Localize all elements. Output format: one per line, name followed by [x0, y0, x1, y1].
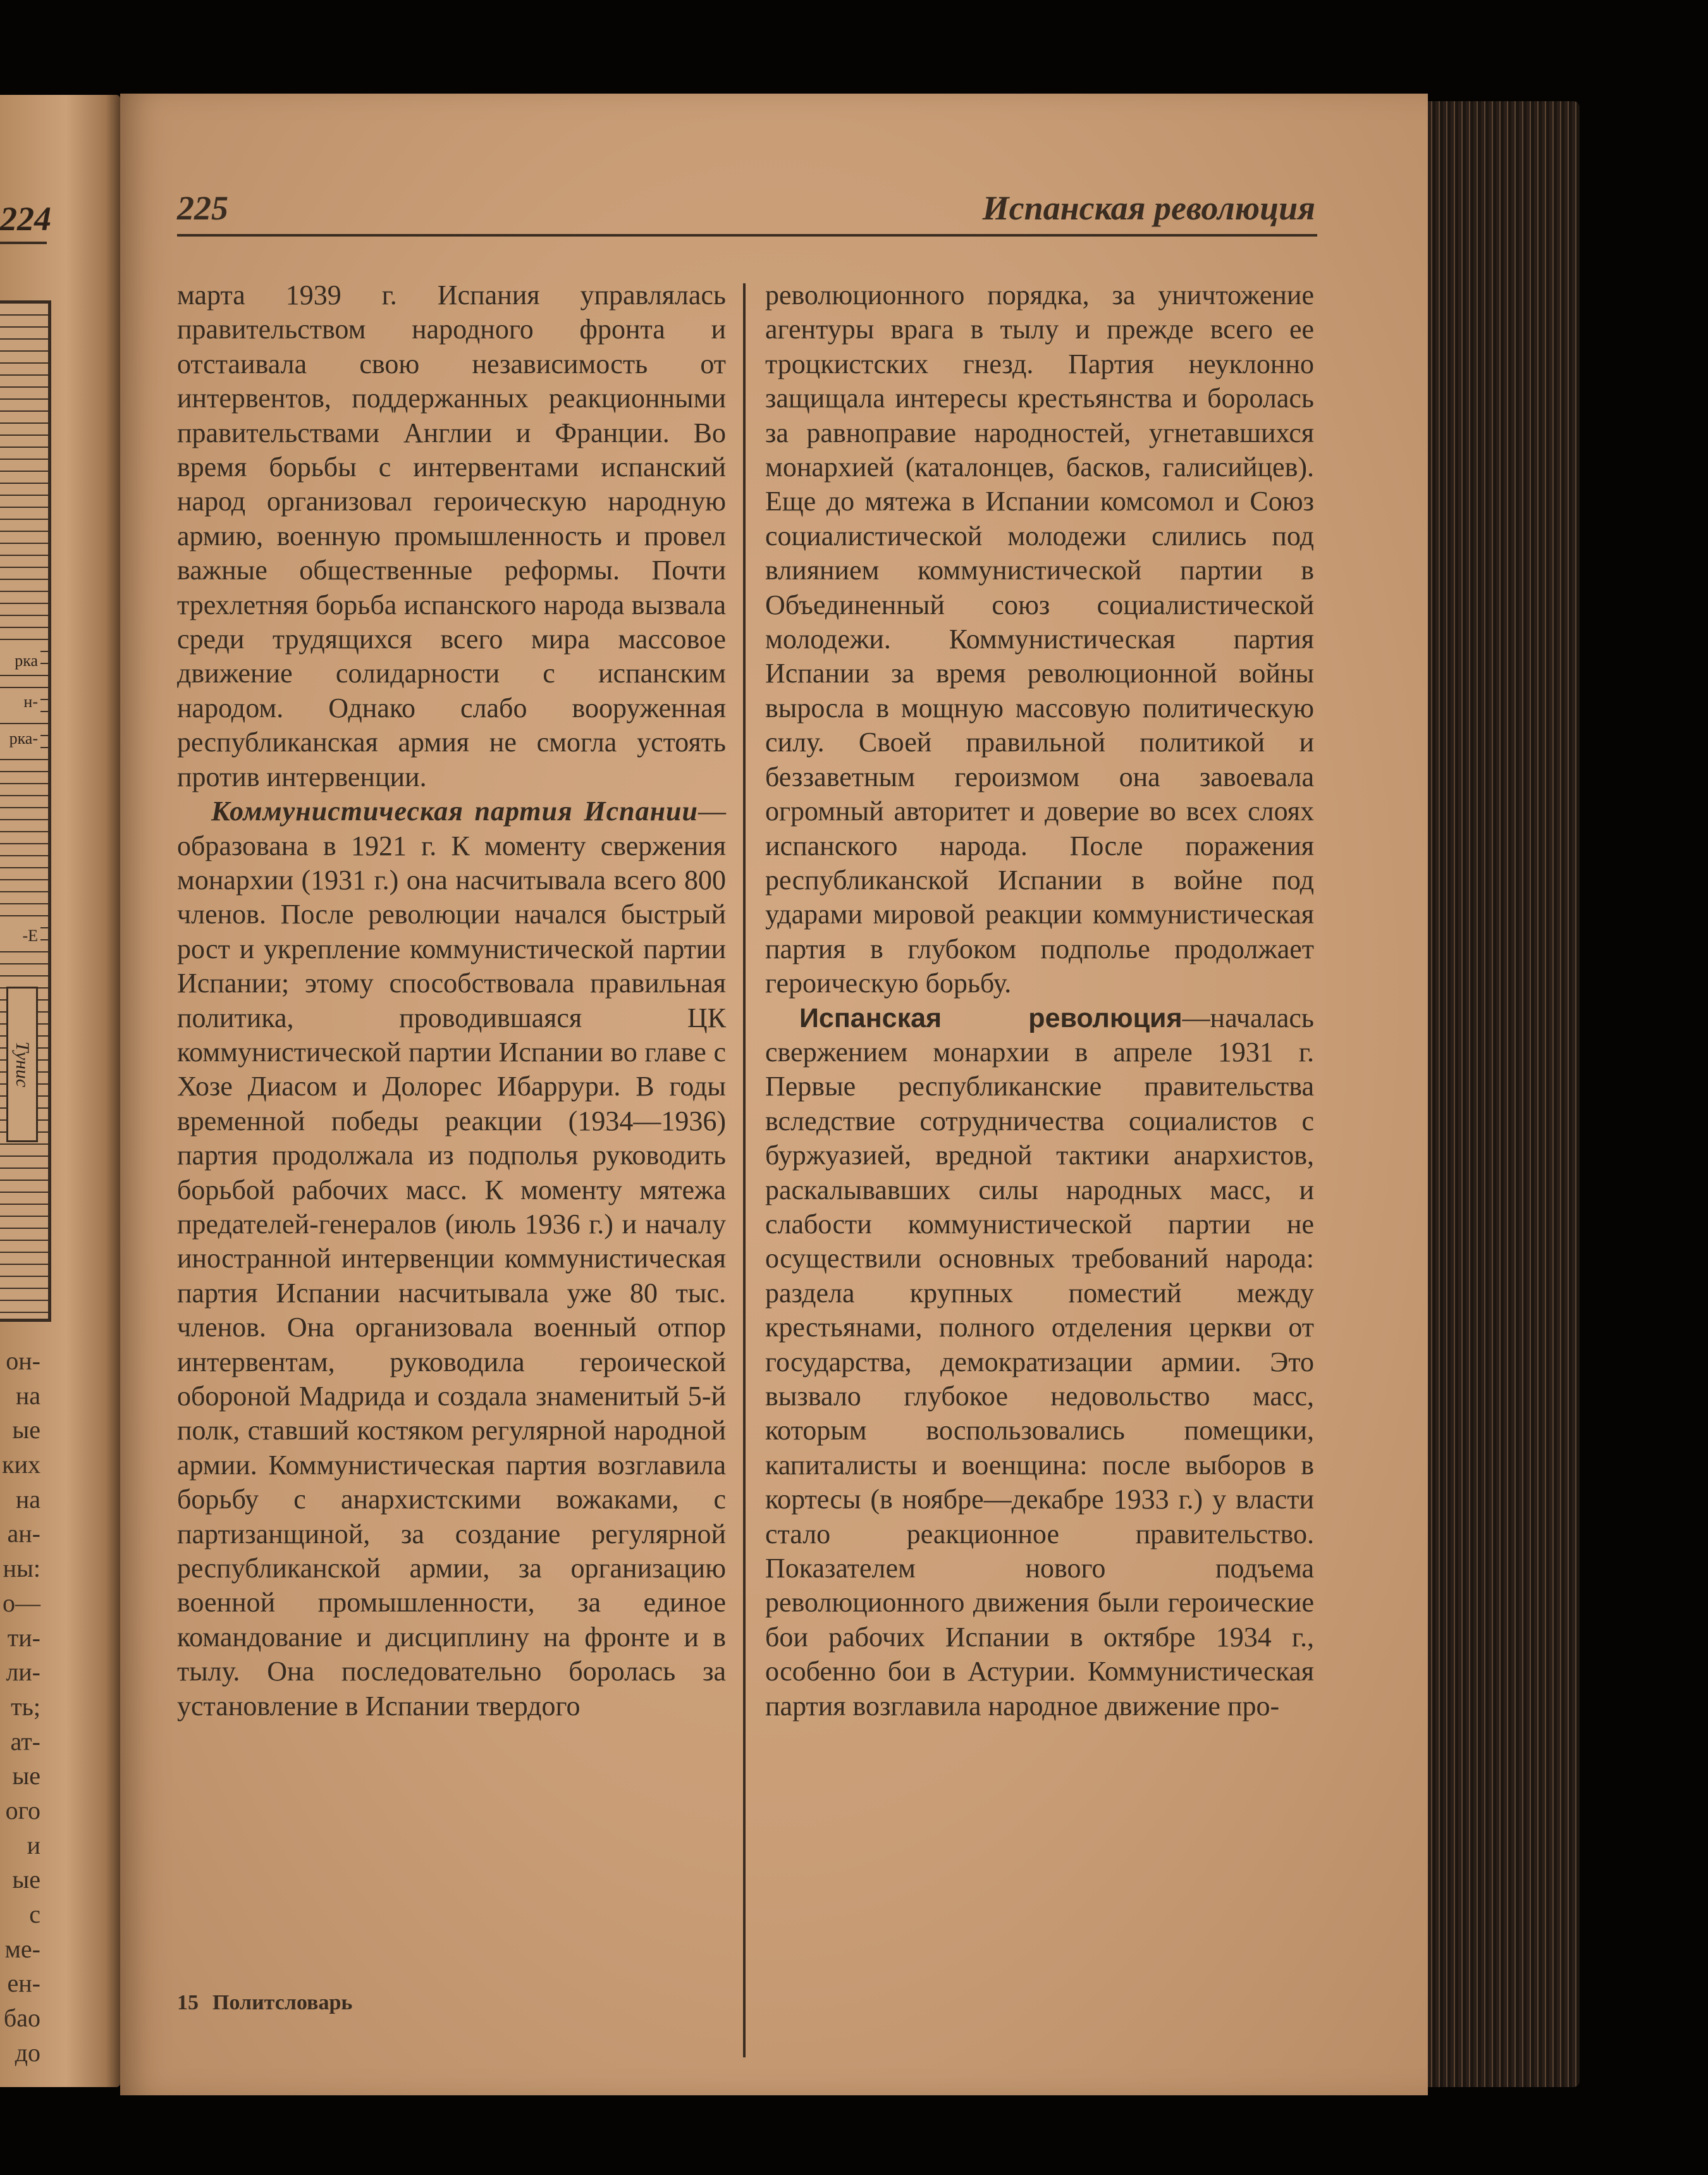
line-fragment: ны: [3, 1554, 40, 1583]
signature-title: Политсловарь [212, 1991, 353, 2014]
previous-page-number: 224 [0, 200, 51, 238]
line-fragment: он- [6, 1346, 40, 1375]
line-fragment: ть; [11, 1692, 40, 1721]
page-number: 225 [177, 189, 228, 227]
entry-heading: Испанская революция [799, 1002, 1183, 1033]
line-fragment: на [15, 1381, 40, 1410]
map-tag: рка [0, 648, 40, 674]
line-fragment: ме- [4, 1934, 40, 1963]
line-fragment: ен- [7, 1969, 40, 1998]
line-fragment: ого [5, 1796, 40, 1825]
line-fragment: ые [12, 1761, 40, 1790]
entry-text: —началась свержением монархии в апреле 1931 г. Первые республиканские правительства вследствие сотрудничества социалистов с буржуазией, вредной тактики анархистов, раскалывавших силы народных масс, и слабости коммунистической партии не осуществили основных требований народа: раздела крупных поместий между крестьянами, полного отделения церкви от государства, демократизации армии. Это вызвало глубокое недовольство масс, которым воспользовались помещики, капиталисты и военщина: после выборов в кортесы (в ноябре—декабре 1933 г.) у власти стало реакционное правительство. Показателем нового подъема революционного движения были героические бои рабочих Испании в октябре 1934 г., особенно бои в Астурии. Коммунистическая партия возглавила народное движение про- [765, 1002, 1314, 1722]
paragraph [765, 1001, 1314, 1724]
line-fragment: ких [2, 1450, 40, 1479]
header-rule [177, 234, 1317, 237]
previous-page-text-fragments [0, 1344, 40, 2070]
map-vertical-label [6, 987, 38, 1142]
previous-page-header-rule [0, 242, 47, 244]
line-fragment: и [27, 1830, 40, 1859]
previous-page [0, 95, 120, 2087]
line-fragment: ан- [7, 1519, 40, 1548]
previous-page-map [0, 300, 51, 1322]
signature-number: 15 [177, 1991, 199, 2014]
right-column [765, 278, 1314, 2068]
line-fragment: ые [12, 1415, 40, 1445]
map-tag: -Е [0, 923, 40, 949]
current-page [120, 94, 1428, 2095]
line-fragment: до [15, 2038, 40, 2067]
map-tag: рка- [0, 726, 40, 751]
line-fragment: ти- [7, 1623, 40, 1652]
line-fragment: ат- [10, 1727, 40, 1756]
line-fragment: ые [12, 1865, 40, 1894]
paragraph [177, 794, 726, 1723]
page-header [177, 188, 1315, 233]
left-column [177, 278, 726, 2068]
line-fragment: с [29, 1900, 40, 1928]
line-fragment: о— [3, 1588, 40, 1617]
line-fragment: ли- [6, 1658, 40, 1687]
map-vertical-label-text: Тунис [12, 1041, 33, 1088]
paragraph: революционного порядка, за уничтожение агентуры врага в тылу и прежде всего ее троцкистских гнезд. Партия неуклонно защищала интересы крестьянства и боролась за равноправие народностей, угнетавшихся монархией (каталонцев, басков, галисийцев). Еще до мятежа в Испании комсомол и Союз социалистической молодежи слились под влиянием коммунистической партии в Объединенный союз социалистической молодежи. Коммунистическая партия Испании за время революционной войны выросла в мощную массовую политическую силу. Своей правильной политикой и беззаветным героизмом она завоевала огромный авторитет и доверие во всех слоях испанского народа. После поражения республиканской Испании в войне под ударами мировой реакции коммунистическая партия в глубоком подполье продолжает героическую борьбу. [765, 280, 1314, 999]
paragraph: марта 1939 г. Испания управлялась правительством народного фронта и отстаивала свою независимость от интервентов, поддержанных реакционными правительствами Англии и Франции. Во время борьбы с интервентами испанский народ организовал героическую народную армию, военную промышленность и провел важные общественные реформы. Почти трехлетняя борьба испанского народа вызвала среди трудящихся всего мира массовое движение солидарности с испанским народом. Однако слабо вооруженная республиканская армия не смогла устоять против интервенции. [177, 280, 726, 792]
line-fragment: бао [3, 2004, 40, 2033]
page-footer [177, 1991, 352, 2015]
line-fragment: на [15, 1484, 40, 1513]
map-tag: н- [0, 689, 40, 715]
column-divider [743, 283, 746, 2057]
entry-text: —образована в 1921 г. К моменту свержения монархии (1931 г.) она насчитывала всего 800 членов. После революции начался быстрый рост и укрепление коммунистической партии Испании; этому способствовала правильная политика, проводившаяся ЦК коммунистической партии Испании во главе с Хозе Диасом и Долорес Ибаррури. В годы временной победы реакции (1934—1936) партия продолжала из подполья руководить борьбой рабочих масс. К моменту мятежа предателей-генералов (июль 1936 г.) и началу иностранной интервенции коммунистическая партия Испании насчитывала уже 80 тыс. членов. Она организовала военный отпор интервентам, руководила героической обороной Мадрида и создала знаменитый 5-й полк, ставший костяком регулярной народной армии. Коммунистическая партия возглавила борьбу с анархистскими вожаками, с партизанщиной, за создание регулярной республиканской армии, за организацию военной промышленности, за единое командование и дисциплину на фронте и в тылу. Она последовательно боролась за установление в Испании твердого [177, 796, 726, 1722]
entry-heading: Коммунистическая партия Испании [211, 796, 698, 827]
book-page-edges [1428, 101, 1580, 2087]
running-title: Испанская революция [982, 189, 1315, 227]
